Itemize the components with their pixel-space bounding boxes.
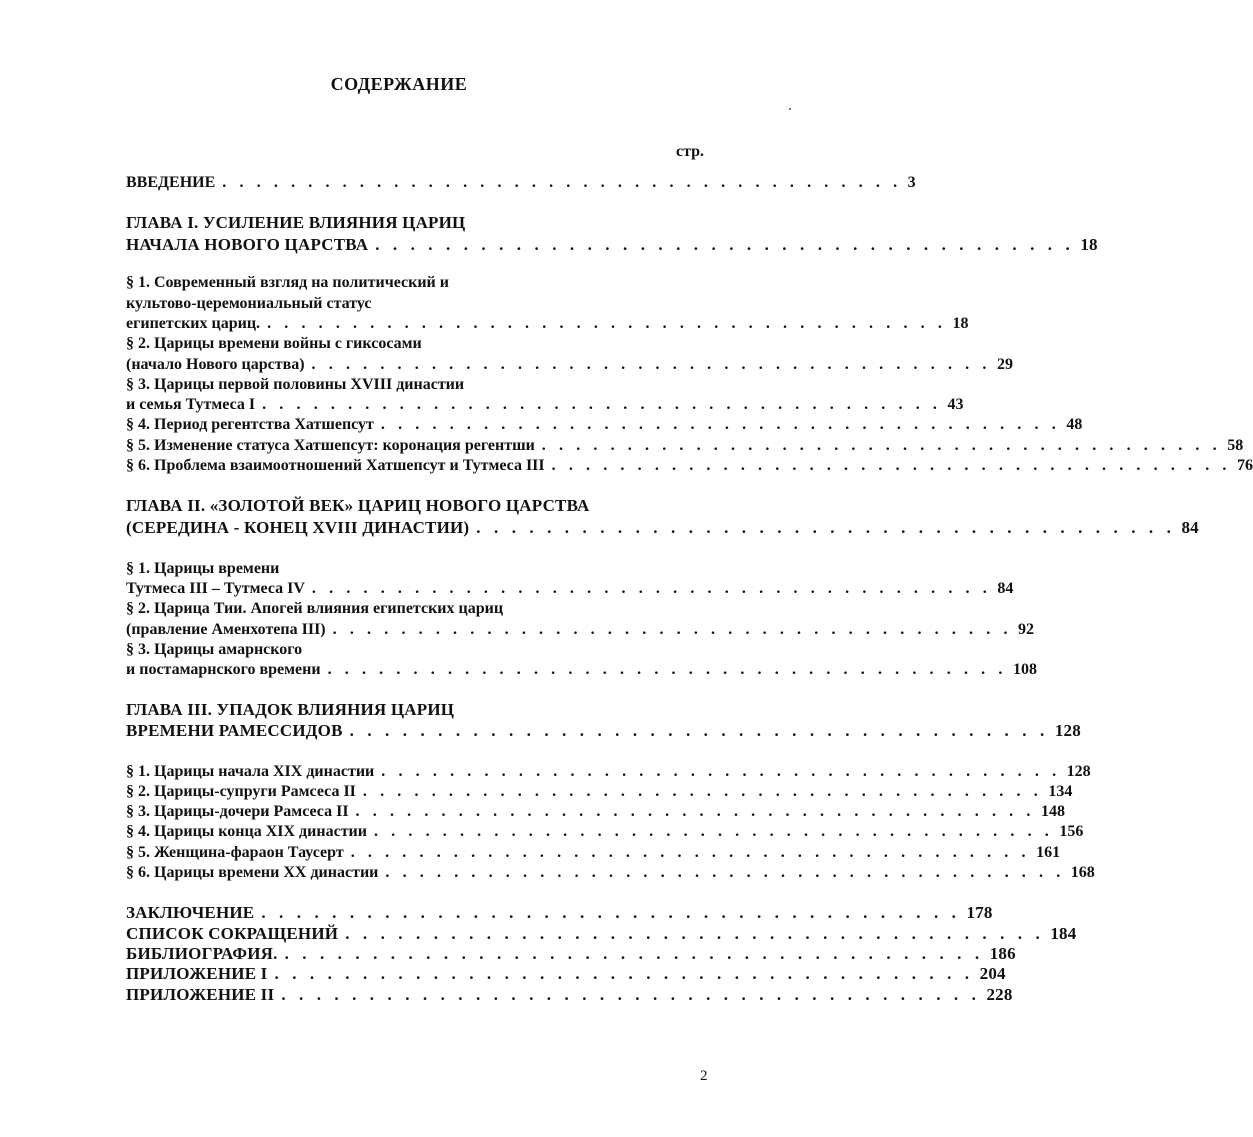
toc-entry-ch3-sec3[interactable]: § 3. Царицы-дочери Рамсеса II . . . . . . . . . . . . . . . . . . . . . . . . . . . . . . . . . . . . . . . . 148 [126, 803, 1065, 820]
toc-entry-ch1-sec3[interactable]: и семья Тутмеса I . . . . . . . . . . . . . . . . . . . . . . . . . . . . . . . . . . . . . . . . 43 [126, 396, 964, 413]
toc-entry-chapter-1[interactable]: НАЧАЛА НОВОГО ЦАРСТВА . . . . . . . . . . . . . . . . . . . . . . . . . . . . . . . . . . . . . . . . 18 [126, 235, 1098, 254]
leader-dots: . . . . . . . . . . . . . . . . . . . . . . . . . . . . . . . . . . . . . . . . [267, 315, 947, 332]
toc-section-text: культово-церемониальный статус [126, 295, 372, 312]
scan-speck [789, 108, 791, 110]
toc-entry-ch1-sec4[interactable]: § 4. Период регентства Хатшепсут . . . . . . . . . . . . . . . . . . . . . . . . . . . . . . . . . . . . . . . . 48 [126, 416, 1083, 433]
toc-entry-appendix-2[interactable]: ПРИЛОЖЕНИЕ II . . . . . . . . . . . . . . . . . . . . . . . . . . . . . . . . . . . . . . . . 228 [126, 985, 1013, 1004]
toc-chapter-1-title: ГЛАВА I. УСИЛЕНИЕ ВЛИЯНИЯ ЦАРИЦ [126, 213, 466, 232]
leader-dots: . . . . . . . . . . . . . . . . . . . . . . . . . . . . . . . . . . . . . . . . [281, 985, 981, 1004]
leader-dots: . . . . . . . . . . . . . . . . . . . . . . . . . . . . . . . . . . . . . . . . [350, 844, 1031, 861]
leader-dots: . . . . . . . . . . . . . . . . . . . . . . . . . . . . . . . . . . . . . . . . [274, 964, 974, 983]
toc-section-text: § 2. Царицы времени войны с гиксосами [126, 335, 422, 352]
toc-entry-conclusion[interactable]: ЗАКЛЮЧЕНИЕ . . . . . . . . . . . . . . . . . . . . . . . . . . . . . . . . . . . . . . . . 178 [126, 903, 993, 922]
leader-dots: . . . . . . . . . . . . . . . . . . . . . . . . . . . . . . . . . . . . . . . . [476, 518, 1176, 537]
leader-dots: . . . . . . . . . . . . . . . . . . . . . . . . . . . . . . . . . . . . . . . . [381, 763, 1061, 780]
page-title: СОДЕРЖАНИЕ [330, 74, 468, 94]
leader-dots: . . . . . . . . . . . . . . . . . . . . . . . . . . . . . . . . . . . . . . . . [375, 235, 1075, 254]
leader-dots: . . . . . . . . . . . . . . . . . . . . . . . . . . . . . . . . . . . . . . . . [362, 783, 1043, 800]
leader-dots: . . . . . . . . . . . . . . . . . . . . . . . . . . . . . . . . . . . . . . . . [345, 924, 1045, 943]
leader-dots: . . . . . . . . . . . . . . . . . . . . . . . . . . . . . . . . . . . . . . . . [311, 356, 991, 373]
toc-entry-ch3-sec2[interactable]: § 2. Царицы-супруги Рамсеса II . . . . . . . . . . . . . . . . . . . . . . . . . . . . . . . . . . . . . . . . 134 [126, 783, 1073, 800]
toc-section-text: § 1. Царицы времени [126, 560, 280, 577]
toc-entry-ch1-sec5[interactable]: § 5. Изменение статуса Хатшепсут: коронация регентши . . . . . . . . . . . . . . . . . . . . . . . . . . . . . . . . . . . . . . . . 58 [126, 437, 1244, 454]
toc-entry-ch3-sec6[interactable]: § 6. Царицы времени XX династии . . . . . . . . . . . . . . . . . . . . . . . . . . . . . . . . . . . . . . . . 168 [126, 864, 1095, 881]
leader-dots: . . . . . . . . . . . . . . . . . . . . . . . . . . . . . . . . . . . . . . . . [551, 457, 1232, 474]
page-column-label: стр. [676, 143, 705, 160]
toc-section-text: § 2. Царица Тии. Апогей влияния египетских цариц [126, 600, 504, 617]
leader-dots: . . . . . . . . . . . . . . . . . . . . . . . . . . . . . . . . . . . . . . . . [373, 823, 1054, 840]
toc-entry-ch3-sec1[interactable]: § 1. Царицы начала XIX династии . . . . . . . . . . . . . . . . . . . . . . . . . . . . . . . . . . . . . . . . 128 [126, 763, 1091, 780]
leader-dots: . . . . . . . . . . . . . . . . . . . . . . . . . . . . . . . . . . . . . . . . [541, 437, 1222, 454]
toc-chapter-2-title: ГЛАВА II. «ЗОЛОТОЙ ВЕК» ЦАРИЦ НОВОГО ЦАРСТВА [126, 496, 590, 515]
leader-dots: . . . . . . . . . . . . . . . . . . . . . . . . . . . . . . . . . . . . . . . . [261, 903, 961, 922]
toc-chapter-3-title: ГЛАВА III. УПАДОК ВЛИЯНИЯ ЦАРИЦ [126, 700, 455, 719]
toc-section-text: § 1. Современный взгляд на политический и [126, 274, 449, 291]
toc-entry-ch3-sec4[interactable]: § 4. Царицы конца XIX династии . . . . . . . . . . . . . . . . . . . . . . . . . . . . . . . . . . . . . . . . 156 [126, 823, 1084, 840]
toc-entry-ch2-sec3[interactable]: и постамарнского времени . . . . . . . . . . . . . . . . . . . . . . . . . . . . . . . . . . . . . . . . 108 [126, 661, 1037, 678]
toc-entry-introduction[interactable]: ВВЕДЕНИЕ . . . . . . . . . . . . . . . . . . . . . . . . . . . . . . . . . . . . . . . . 3 [126, 174, 916, 191]
toc-entry-ch1-sec1[interactable]: египетских цариц. . . . . . . . . . . . . . . . . . . . . . . . . . . . . . . . . . . . . . . . . 18 [126, 315, 969, 332]
leader-dots: . . . . . . . . . . . . . . . . . . . . . . . . . . . . . . . . . . . . . . . . [349, 721, 1049, 740]
leader-dots: . . . . . . . . . . . . . . . . . . . . . . . . . . . . . . . . . . . . . . . . [284, 944, 984, 963]
toc-entry-appendix-1[interactable]: ПРИЛОЖЕНИЕ I . . . . . . . . . . . . . . . . . . . . . . . . . . . . . . . . . . . . . . . . 204 [126, 964, 1006, 983]
leader-dots: . . . . . . . . . . . . . . . . . . . . . . . . . . . . . . . . . . . . . . . . [311, 580, 992, 597]
toc-entry-bibliography[interactable]: БИБЛИОГРАФИЯ. . . . . . . . . . . . . . . . . . . . . . . . . . . . . . . . . . . . . . . . . 186 [126, 944, 1016, 963]
page-number: 2 [700, 1068, 708, 1084]
toc-entry-ch1-sec2[interactable]: (начало Нового царства) . . . . . . . . . . . . . . . . . . . . . . . . . . . . . . . . . . . . . . . . 29 [126, 356, 1013, 373]
toc-entry-ch2-sec1[interactable]: Тутмеса III – Тутмеса IV . . . . . . . . . . . . . . . . . . . . . . . . . . . . . . . . . . . . . . . . 84 [126, 580, 1014, 597]
leader-dots: . . . . . . . . . . . . . . . . . . . . . . . . . . . . . . . . . . . . . . . . [222, 174, 902, 191]
toc-entry-chapter-3[interactable]: ВРЕМЕНИ РАМЕССИДОВ . . . . . . . . . . . . . . . . . . . . . . . . . . . . . . . . . . . . . . . . 128 [126, 721, 1081, 740]
toc-entry-ch1-sec6[interactable]: § 6. Проблема взаимоотношений Хатшепсут и Тутмеса III . . . . . . . . . . . . . . . . . . . . . . . . . . . . . . . . . . . . . . . . 76 [126, 457, 1253, 474]
toc-entry-abbreviations[interactable]: СПИСОК СОКРАЩЕНИЙ . . . . . . . . . . . . . . . . . . . . . . . . . . . . . . . . . . . . . . . . 184 [126, 924, 1077, 943]
leader-dots: . . . . . . . . . . . . . . . . . . . . . . . . . . . . . . . . . . . . . . . . [327, 661, 1007, 678]
leader-dots: . . . . . . . . . . . . . . . . . . . . . . . . . . . . . . . . . . . . . . . . [332, 621, 1013, 638]
toc-section-text: § 3. Царицы амарнского [126, 641, 303, 658]
leader-dots: . . . . . . . . . . . . . . . . . . . . . . . . . . . . . . . . . . . . . . . . [380, 416, 1061, 433]
toc-entry-ch2-sec2[interactable]: (правление Аменхотепа III) . . . . . . . . . . . . . . . . . . . . . . . . . . . . . . . . . . . . . . . . 92 [126, 621, 1035, 638]
toc-entry-chapter-2[interactable]: (СЕРЕДИНА - КОНЕЦ XVIII ДИНАСТИИ) . . . . . . . . . . . . . . . . . . . . . . . . . . . . . . . . . . . . . . . . 84 [126, 518, 1199, 537]
leader-dots: . . . . . . . . . . . . . . . . . . . . . . . . . . . . . . . . . . . . . . . . [385, 864, 1065, 881]
leader-dots: . . . . . . . . . . . . . . . . . . . . . . . . . . . . . . . . . . . . . . . . [262, 396, 942, 413]
toc-section-text: § 3. Царицы первой половины XVIII династии [126, 376, 465, 393]
toc-entry-ch3-sec5[interactable]: § 5. Женщина-фараон Таусерт . . . . . . . . . . . . . . . . . . . . . . . . . . . . . . . . . . . . . . . . 161 [126, 844, 1061, 861]
leader-dots: . . . . . . . . . . . . . . . . . . . . . . . . . . . . . . . . . . . . . . . . [355, 803, 1035, 820]
